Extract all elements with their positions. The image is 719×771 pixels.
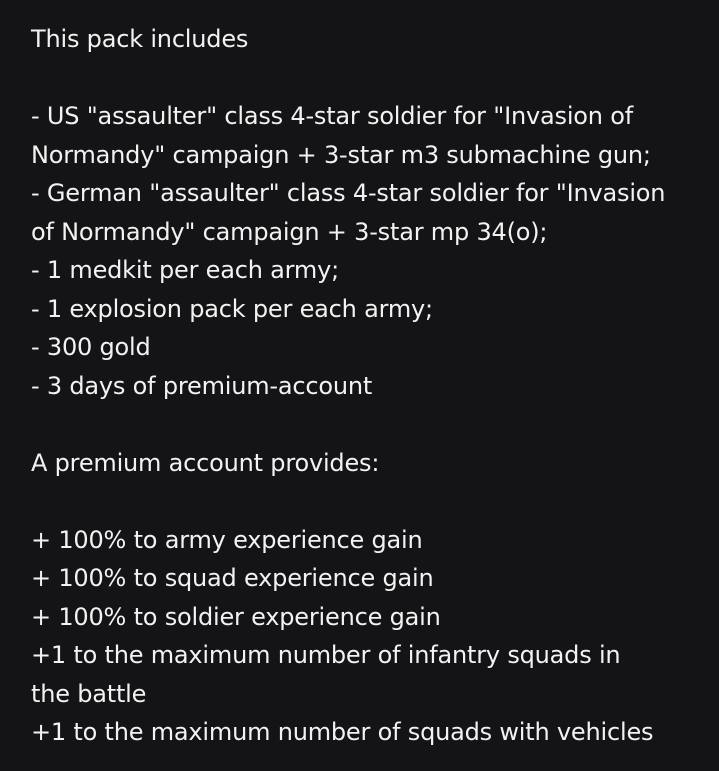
pack-intro: This pack includes bbox=[31, 25, 249, 53]
pack-item-line: - 3 days of premium-account bbox=[31, 371, 373, 400]
pack-item-line: - German "assaulter" class 4-star soldier for "Invasion bbox=[31, 179, 666, 207]
pack-item-line: of Normandy" campaign + 3-star mp 34(o); bbox=[31, 217, 548, 246]
spacer bbox=[31, 405, 688, 444]
pack-item-line: - 1 medkit per each army; bbox=[31, 256, 339, 284]
spacer bbox=[31, 59, 688, 98]
pack-item-line: Normandy" campaign + 3-star m3 submachine gun; bbox=[31, 140, 651, 169]
spacer bbox=[31, 482, 688, 521]
premium-benefit-line: + 100% to soldier experience gain bbox=[31, 602, 441, 631]
premium-benefit-line: +1 to the maximum number of infantry squads in bbox=[31, 641, 621, 669]
premium-benefit-line: + 100% to squad experience gain bbox=[31, 564, 434, 592]
premium-benefit-line: +1 to the maximum number of squads with vehicles bbox=[31, 718, 654, 746]
premium-benefit-line: the battle bbox=[31, 679, 147, 708]
pack-item-line: - US "assaulter" class 4-star soldier for "Invasion of bbox=[31, 102, 633, 130]
premium-benefit-line: + 100% to army experience gain bbox=[31, 525, 423, 554]
pack-item-line: - 1 explosion pack per each army; bbox=[31, 294, 433, 323]
premium-heading: A premium account provides: bbox=[31, 448, 380, 477]
pack-item-line: - 300 gold bbox=[31, 333, 151, 361]
